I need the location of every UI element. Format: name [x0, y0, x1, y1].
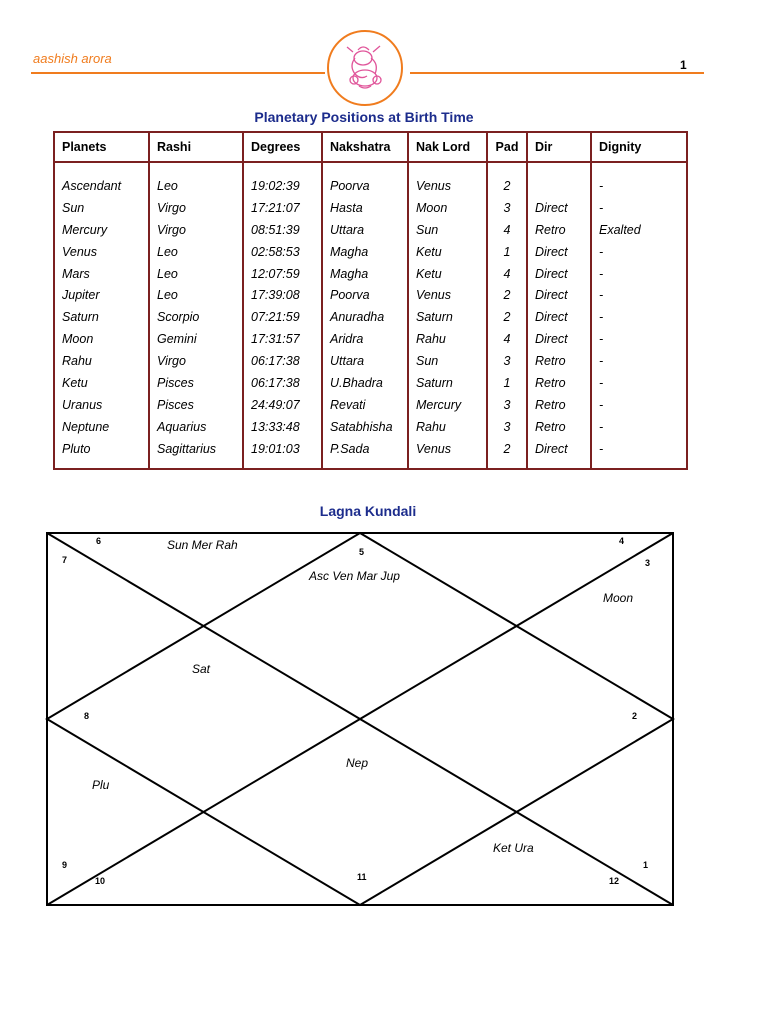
table-cell: Ascendant — [54, 162, 149, 197]
table-cell: - — [591, 263, 687, 285]
table-cell: 17:39:08 — [243, 284, 322, 306]
table-cell: 19:01:03 — [243, 438, 322, 469]
table-cell: - — [591, 350, 687, 372]
table-cell: 4 — [487, 219, 527, 241]
table-cell: 24:49:07 — [243, 394, 322, 416]
table-cell: Sun — [408, 219, 487, 241]
column-header: Nakshatra — [322, 132, 408, 162]
table-cell: Retro — [527, 394, 591, 416]
table-cell: 02:58:53 — [243, 241, 322, 263]
table-cell: Pisces — [149, 372, 243, 394]
table-cell: 4 — [487, 328, 527, 350]
table-cell: Rahu — [408, 328, 487, 350]
table-cell: 06:17:38 — [243, 350, 322, 372]
table-cell: 19:02:39 — [243, 162, 322, 197]
table-cell: - — [591, 328, 687, 350]
table-cell: Virgo — [149, 219, 243, 241]
planet-placement: Ket Ura — [493, 841, 534, 855]
table-cell: Sun — [54, 197, 149, 219]
table-cell: Scorpio — [149, 306, 243, 328]
table-cell: 1 — [487, 372, 527, 394]
table-cell: Saturn — [54, 306, 149, 328]
table-cell: 08:51:39 — [243, 219, 322, 241]
table-cell: P.Sada — [322, 438, 408, 469]
column-header: Planets — [54, 132, 149, 162]
house-number: 9 — [62, 860, 68, 870]
column-header: Rashi — [149, 132, 243, 162]
page-number: 1 — [680, 58, 687, 72]
table-cell: - — [591, 197, 687, 219]
table-cell: Retro — [527, 416, 591, 438]
table-cell: Saturn — [408, 306, 487, 328]
table-cell: Poorva — [322, 162, 408, 197]
table-cell: Leo — [149, 263, 243, 285]
table-cell: 2 — [487, 284, 527, 306]
table-cell: Pisces — [149, 394, 243, 416]
table-cell: Magha — [322, 241, 408, 263]
table-cell: 12:07:59 — [243, 263, 322, 285]
table-cell: - — [591, 162, 687, 197]
table-cell: Aridra — [322, 328, 408, 350]
table-cell: 3 — [487, 197, 527, 219]
column-header: Dignity — [591, 132, 687, 162]
table-cell: Venus — [54, 241, 149, 263]
table-cell: Venus — [408, 162, 487, 197]
house-number: 5 — [359, 547, 365, 557]
table-cell: Mercury — [54, 219, 149, 241]
table-cell: Exalted — [591, 219, 687, 241]
table-cell: Ketu — [54, 372, 149, 394]
table-cell: Ketu — [408, 241, 487, 263]
column-header: Degrees — [243, 132, 322, 162]
table-cell: Direct — [527, 197, 591, 219]
table-cell: - — [591, 306, 687, 328]
table-cell: Direct — [527, 284, 591, 306]
table-cell: 2 — [487, 162, 527, 197]
house-number: 11 — [357, 872, 367, 882]
table-cell: 3 — [487, 350, 527, 372]
table-cell: Venus — [408, 438, 487, 469]
table-cell: Leo — [149, 162, 243, 197]
table-cell: - — [591, 394, 687, 416]
table-cell: Virgo — [149, 350, 243, 372]
table-cell: Direct — [527, 328, 591, 350]
house-number: 4 — [619, 536, 625, 546]
column-header: Dir — [527, 132, 591, 162]
table-cell: Uttara — [322, 219, 408, 241]
table-cell: - — [591, 438, 687, 469]
table-cell: Moon — [408, 197, 487, 219]
table-cell: Pluto — [54, 438, 149, 469]
table-cell: Rahu — [408, 416, 487, 438]
table-cell: Direct — [527, 438, 591, 469]
planet-placement: Moon — [603, 591, 634, 605]
house-number: 2 — [632, 711, 638, 721]
planet-placement: Sun Mer Rah — [167, 538, 238, 552]
table-cell: 2 — [487, 306, 527, 328]
table-cell: Anuradha — [322, 306, 408, 328]
table-cell: 17:21:07 — [243, 197, 322, 219]
table-cell: - — [591, 241, 687, 263]
table-cell: Neptune — [54, 416, 149, 438]
table-cell: Gemini — [149, 328, 243, 350]
table-cell: Uttara — [322, 350, 408, 372]
house-number: 12 — [609, 876, 620, 886]
table-cell: Moon — [54, 328, 149, 350]
table-cell: Retro — [527, 372, 591, 394]
table-cell: Direct — [527, 241, 591, 263]
table-cell: 3 — [487, 394, 527, 416]
house-number: 7 — [62, 555, 68, 565]
planet-placement: Nep — [346, 756, 369, 770]
table-cell: Retro — [527, 219, 591, 241]
table-cell: Leo — [149, 241, 243, 263]
table-cell: Direct — [527, 306, 591, 328]
table-cell: 2 — [487, 438, 527, 469]
planet-placement: Sat — [192, 662, 211, 676]
table-cell: Satabhisha — [322, 416, 408, 438]
table-cell: Sun — [408, 350, 487, 372]
house-number: 1 — [643, 860, 649, 870]
table-title: Planetary Positions at Birth Time — [254, 109, 474, 125]
chart-title: Lagna Kundali — [319, 503, 417, 519]
table-cell: Virgo — [149, 197, 243, 219]
column-header: Nak Lord — [408, 132, 487, 162]
table-cell: Revati — [322, 394, 408, 416]
planet-placement: Plu — [92, 778, 110, 792]
table-cell: 1 — [487, 241, 527, 263]
table-cell: Leo — [149, 284, 243, 306]
house-number: 10 — [95, 876, 106, 886]
table-cell: Direct — [527, 263, 591, 285]
table-cell: Retro — [527, 350, 591, 372]
table-cell: - — [591, 284, 687, 306]
table-cell: Hasta — [322, 197, 408, 219]
table-cell: Sagittarius — [149, 438, 243, 469]
table-cell: Mars — [54, 263, 149, 285]
table-cell: Ketu — [408, 263, 487, 285]
table-cell: 17:31:57 — [243, 328, 322, 350]
table-cell: 4 — [487, 263, 527, 285]
table-cell: Rahu — [54, 350, 149, 372]
author-name: aashish arora — [33, 51, 112, 66]
table-cell: Poorva — [322, 284, 408, 306]
table-cell: 3 — [487, 416, 527, 438]
table-cell: Aquarius — [149, 416, 243, 438]
table-cell: 13:33:48 — [243, 416, 322, 438]
table-cell: 06:17:38 — [243, 372, 322, 394]
house-number: 6 — [96, 536, 102, 546]
table-cell: Magha — [322, 263, 408, 285]
house-number: 3 — [645, 558, 651, 568]
house-number: 8 — [84, 711, 90, 721]
table-cell: Saturn — [408, 372, 487, 394]
table-cell: 07:21:59 — [243, 306, 322, 328]
table-cell: - — [591, 372, 687, 394]
table-cell: U.Bhadra — [322, 372, 408, 394]
planet-placement: Asc Ven Mar Jup — [309, 569, 400, 583]
table-cell: Uranus — [54, 394, 149, 416]
table-cell: Venus — [408, 284, 487, 306]
column-header: Pad — [487, 132, 527, 162]
table-cell: Jupiter — [54, 284, 149, 306]
table-cell: - — [591, 416, 687, 438]
table-cell: Mercury — [408, 394, 487, 416]
